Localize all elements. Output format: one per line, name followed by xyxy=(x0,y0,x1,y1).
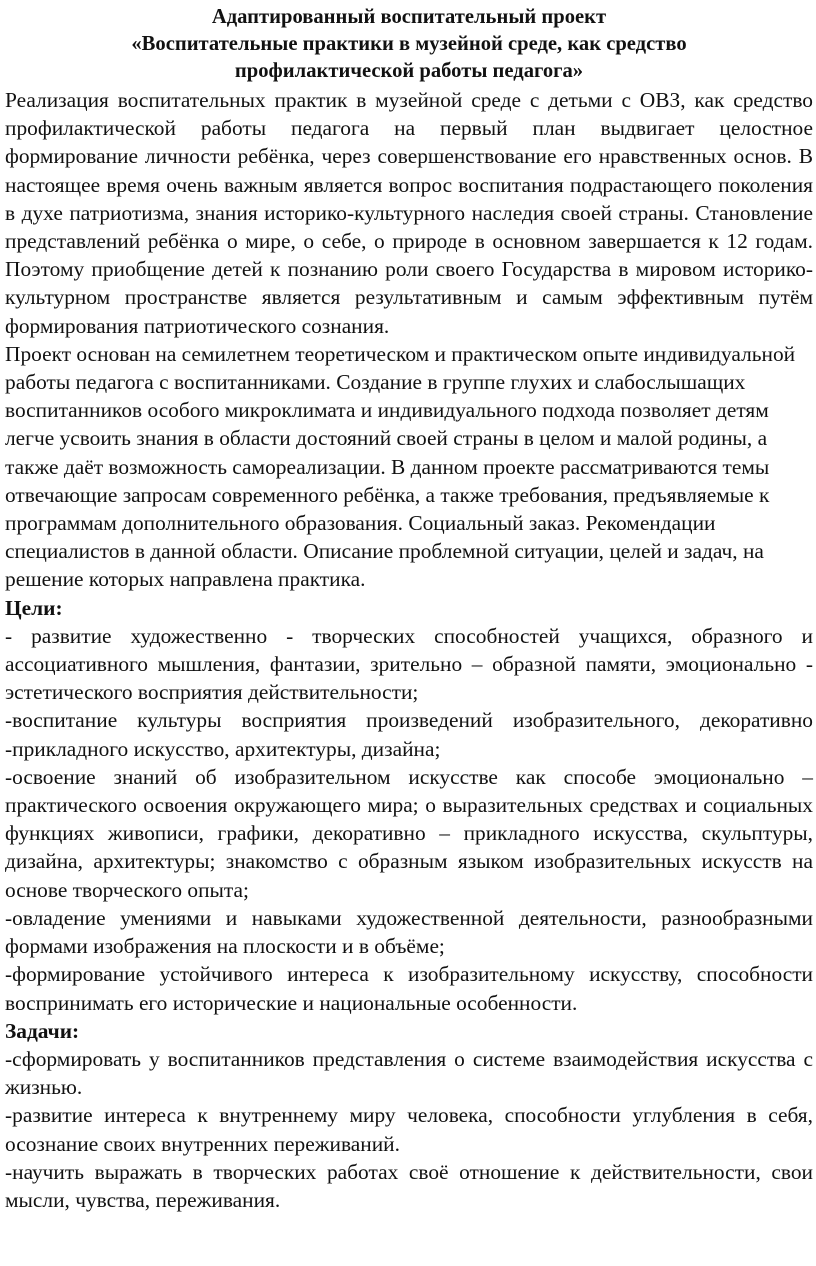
task-item: -развитие интереса к внутреннему миру человека, способности углубления в себя, осознание своих внутренних переживаний. xyxy=(5,1103,813,1156)
tasks-list xyxy=(5,1045,813,1214)
intro-paragraph-1: Реализация воспитательных практик в музейной среде с детьми с ОВЗ, как средство профилактической работы педагога на первый план выдвигает целостное формирование личности ребёнка, через совершенствование его нравственных основ. В настоящее время очень важным является вопрос воспитания подрастающего поколения в духе патриотизма, знания историко-культурного наследия своей страны. Становление представлений ребёнка о мире, о себе, о природе в основном завершается к 12 годам. Поэтому приобщение детей к познанию роли своего Государства в мировом историко-культурном пространстве является результативным и самым эффективным путём формирования патриотического сознания. xyxy=(5,88,813,338)
document-title xyxy=(5,4,813,85)
tasks-heading: Задачи: xyxy=(5,1018,80,1043)
goal-item: -освоение знаний об изобразительном искусстве как способе эмоционально – практического освоения окружающего мира; о выразительных средствах и социальных функциях живописи, графики, декоративно – прикладного искусства, скульптуры, дизайна, архитектуры; знакомство с образным языком изобразительных искусств на основе творческого опыта; xyxy=(5,764,813,902)
goals-heading: Цели: xyxy=(5,595,63,620)
title-line-1: Адаптированный воспитательный проект xyxy=(211,6,607,28)
task-item: -научить выражать в творческих работах своё отношение к действительности, свои мысли, чувства, переживания. xyxy=(5,1159,813,1212)
goal-item: - развитие художественно - творческих способностей учащихся, образного и ассоциативного мышления, фантазии, зрительно – образной памяти, эмоционально - эстетического восприятия действительности; xyxy=(5,623,813,705)
goal-item: -овладение умениями и навыками художественной деятельности, разнообразными формами изображения на плоскости и в объёме; xyxy=(5,905,813,959)
goal-item: -воспитание культуры восприятия произведений изобразительного, декоративно -прикладного искусство, архитектуры, дизайна; xyxy=(5,708,813,761)
title-line-3: профилактической работы педагога» xyxy=(234,60,584,82)
task-item: -сформировать у воспитанников представления о системе взаимодействия искусства с жизнью. xyxy=(5,1046,813,1100)
intro-paragraph-2: Проект основан на семилетнем теоретическом и практическом опыте индивидуальной работы педагога с воспитанниками. Создание в группе глухих и слабослышащих воспитанников особого микроклимата и индивидуального подхода позволяет детям легче усвоить знания в области достояний своей страны в целом и малой родины, а также даёт возможность самореализации. В данном проекте рассматриваются темы отвечающие запросам современного ребёнка, а также требования, предъявляемые к программам дополнительного образования. Социальный заказ. Рекомендации специалистов в данной области. Описание проблемной ситуации, целей и задач, на решение которых направлена практика. xyxy=(5,341,796,592)
goal-item: -формирование устойчивого интереса к изобразительному искусству, способности воспринимать его исторические и национальные особенности. xyxy=(5,962,813,1015)
title-line-2: «Воспитательные практики в музейной среде, как средство xyxy=(131,33,687,55)
goals-list xyxy=(5,622,813,1017)
